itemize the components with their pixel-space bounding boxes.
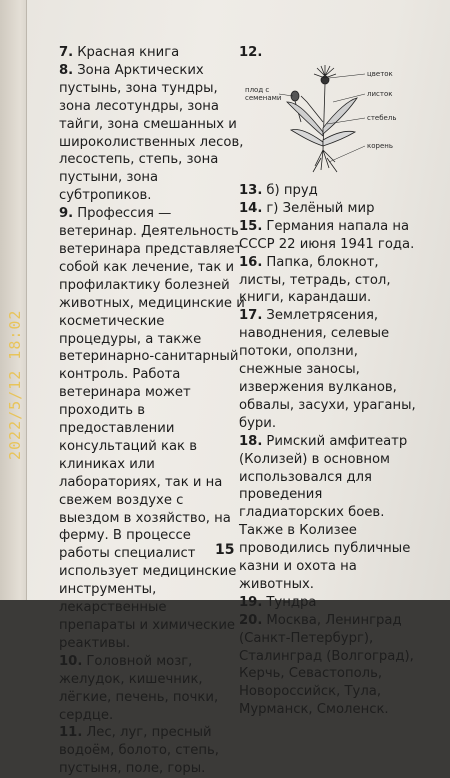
answer-number: 18. [239,433,263,449]
answer-10 [59,653,245,725]
answer-17 [239,307,423,432]
answer-20 [239,612,423,719]
left-column [59,44,245,778]
answer-text: Тундра [266,594,317,610]
answer-number: 15. [239,218,263,234]
answer-16 [239,254,423,308]
answer-18 [239,433,423,594]
answer-number: 7. [59,45,74,60]
answer-text: Головной мозг, желудок, кишечник, лёгкие, печень, почки, сердце. [59,653,219,723]
photo-timestamp: 2022/5/12 18:02 [6,309,24,460]
fruit-label: плод с семенами [245,86,282,102]
answer-number: 19. [239,594,263,610]
answer-number: 13. [239,183,263,198]
root-label: корень [367,142,393,150]
leaf-label: листок [367,90,393,98]
answer-19 [239,594,423,612]
answer-15 [239,218,423,254]
answer-number: 17. [239,308,263,324]
answer-text: Москва, Ленинград (Санкт-Петербург), Сталинград (Волгоград), Керчь, Севастополь, Новороссийск, Тула, Мурманск, Смоленск. [239,612,414,718]
flower-label: цветок [367,70,393,78]
book-page [26,0,450,777]
answer-9 [59,205,245,653]
answer-number: 10. [59,653,83,669]
answer-12 [239,44,266,62]
right-column [239,182,423,719]
answer-14 [239,200,423,218]
page-number: 15 [215,542,235,558]
plant-diagram [237,62,419,180]
answer-text: Землетрясения, наводнения, селевые потоки, оползни, снежные заносы, извержения вулканов, обвалы, засухи, ураганы, бури. [239,308,416,431]
answer-text: б) пруд [266,183,318,198]
stem-label: стебель [367,114,397,122]
answer-number: 11. [59,725,83,741]
answer-number: 8. [59,62,74,78]
answer-text: Профессия — ветеринар. Деятельность ветеринара представляет собой как лечение, так и профилактику болезней животных, медицинские и косметические процедуры, а также ветеринарно-санитарный контроль. Работа ветеринара может проходить в предоставлении консультаций как в клиниках или лабораториях, так и на свежем воздухе с выездом в хозяйство, на ферму. В процессе работы специалист использует медицинские инструменты, лекарственные препараты и химические реактивы. [59,206,245,651]
answer-8 [59,62,245,205]
answer-7 [59,44,245,62]
answer-13 [239,182,423,200]
answer-number: 9. [59,206,74,222]
answer-text: Папка, блокнот, листы, тетрадь, стол, книги, карандаши. [239,254,391,306]
answer-text: Красная книга [77,45,180,60]
answer-text: Лес, луг, пресный водоём, болото, степь, пустыня, поле, горы. [59,725,219,777]
answer-number: 14. [239,200,263,216]
answer-11 [59,724,245,778]
answer-text: г) Зелёный мир [266,200,375,216]
answer-text: Германия напала на СССР 22 июня 1941 года. [239,218,415,252]
answer-text: Римский амфитеатр (Колизей) в основном использовался для проведения гладиаторских боев. Также в Колизее проводились публичные казни и охота на животных. [239,433,411,592]
answer-number: 20. [239,612,263,628]
answer-number: 16. [239,254,263,270]
answer-text: Зона Арктических пустынь, зона тундры, зона лесотундры, зона тайги, зона смешанных и широколиственных лесов, лесостепь, степь, зона пустыни, зона субтропиков. [59,62,244,204]
answer-number: 12. [239,45,263,60]
